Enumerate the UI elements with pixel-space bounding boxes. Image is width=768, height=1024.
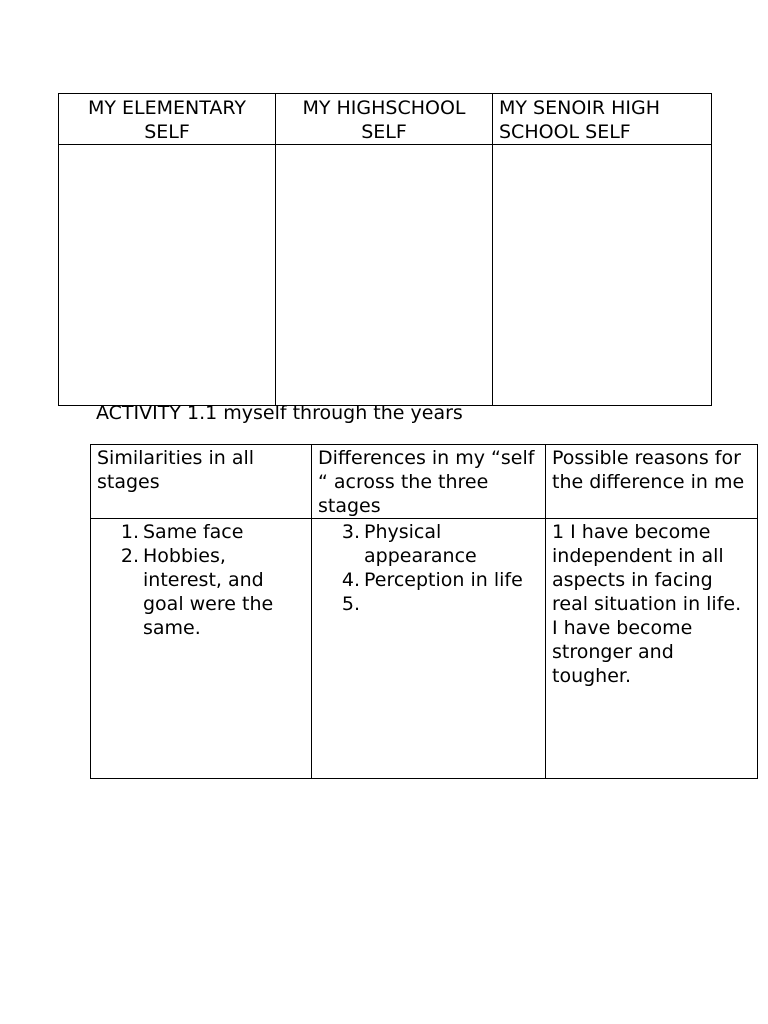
comparison-body-row [91, 519, 758, 779]
list-number: 1. [120, 521, 139, 543]
list-item [97, 520, 305, 544]
list-number: 4. [341, 569, 360, 591]
comparison-table [90, 444, 758, 779]
header-senior-high-self: MY SENOIR HIGH SCHOOL SELF [493, 94, 712, 145]
differences-cell [312, 519, 546, 779]
elementary-self-cell [59, 145, 276, 406]
list-item-text: Perception in life [364, 569, 523, 591]
comparison-header-row [91, 445, 758, 519]
similarities-list [97, 520, 305, 640]
list-item [318, 520, 539, 568]
self-stages-header-row [59, 94, 712, 145]
list-item [318, 568, 539, 592]
list-item-text: Hobbies, interest, and goal were the same. [143, 545, 274, 639]
list-number: 2. [120, 545, 139, 567]
list-item [318, 592, 539, 616]
list-item-text [364, 593, 370, 615]
header-reasons: Possible reasons for the difference in me [546, 445, 758, 519]
similarities-cell [91, 519, 312, 779]
list-number: 5. [341, 593, 360, 615]
activity-title: ACTIVITY 1.1 myself through the years [96, 402, 463, 424]
list-item-text: Physical appearance [364, 521, 477, 567]
list-number: 3. [341, 521, 360, 543]
list-item-text: Same face [143, 521, 244, 543]
self-stages-body-row [59, 145, 712, 406]
header-similarities: Similarities in all stages [91, 445, 312, 519]
senior-high-self-cell [493, 145, 712, 406]
self-stages-table [58, 93, 712, 406]
header-elementary-self: MY ELEMENTARY SELF [59, 94, 276, 145]
differences-list [318, 520, 539, 616]
highschool-self-cell [276, 145, 493, 406]
list-item [97, 544, 305, 640]
header-highschool-self: MY HIGHSCHOOL SELF [276, 94, 493, 145]
reasons-cell [546, 519, 758, 779]
header-differences: Differences in my “self “ across the three stages [312, 445, 546, 519]
reasons-text: 1 I have become independent in all aspects in facing real situation in life. I have become stronger and tougher. [552, 521, 742, 687]
